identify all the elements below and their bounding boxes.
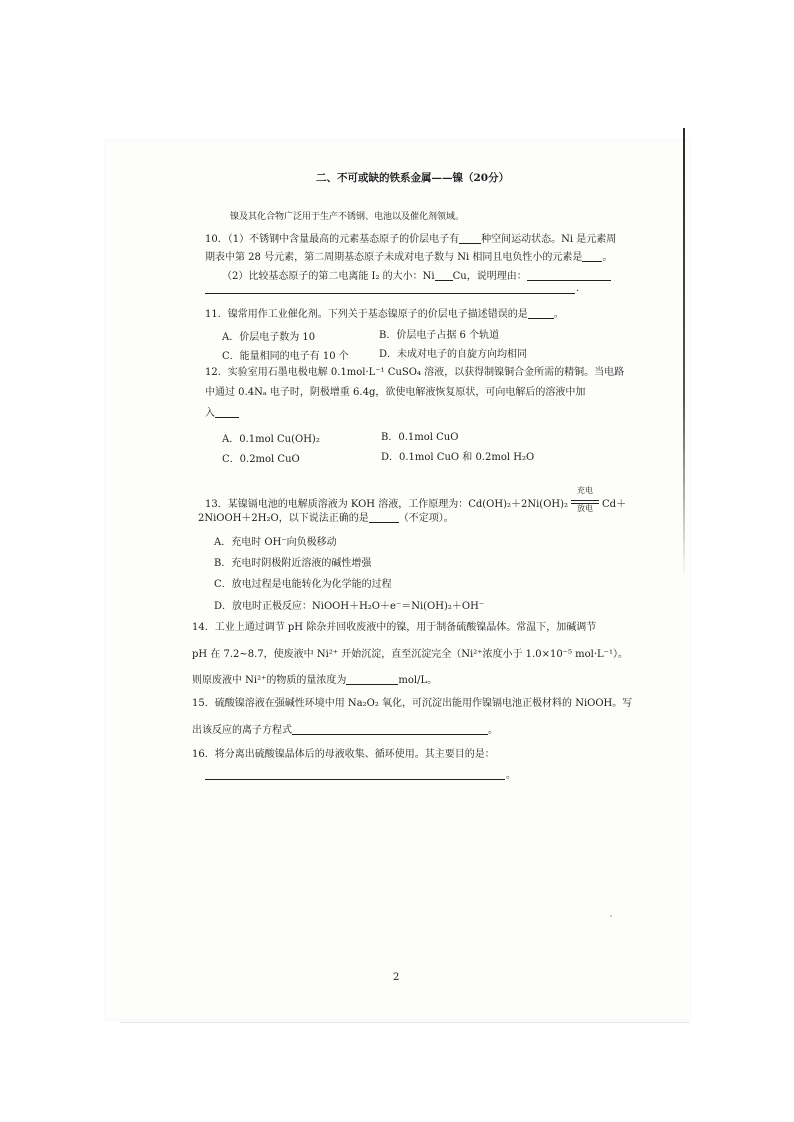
q11-blank[interactable] [528, 308, 554, 319]
q15-line2 [192, 724, 498, 737]
q10-line2 [205, 251, 612, 264]
q15-line2-end: 。 [488, 725, 498, 736]
q10-line1-tail: 种空间运动状态。Ni 是元素周 [481, 234, 617, 245]
q13-blank[interactable] [369, 512, 399, 523]
q14-line3 [192, 674, 437, 687]
q13-line1-tail: Cd＋ [602, 499, 627, 510]
q10-line3-text: （2）比较基态原子的第二电离能 I₂ 的大小：Ni [222, 271, 435, 282]
q14-blank[interactable] [346, 674, 398, 685]
q13-option-d[interactable]: D．放电时正极反应：NiOOH＋H₂O＋e⁻＝Ni(OH)₂＋OH⁻ [214, 601, 485, 612]
q10-blank-1[interactable] [459, 233, 481, 244]
q15-line1: 15．硫酸镍溶液在强碱性环境中用 Na₂O₂ 氧化，可沉淀出能用作镍镉电池正极材料的 NiOOH。写 [192, 698, 633, 709]
q10-answer-line-end: . [576, 283, 580, 294]
q12-line3 [205, 407, 239, 420]
q12-option-a[interactable]: A．0.1mol Cu(OH)₂ [222, 434, 320, 445]
q12-blank[interactable] [215, 407, 239, 418]
q10-line2-text: 期表中第 28 号元素，第二周期基态原子未成对电子数与 Ni 相同且电负性小的元素是 [205, 252, 583, 263]
reversible-arrow-icon [568, 486, 602, 514]
q14-line1: 14．工业上通过调节 pH 除杂并回收废液中的镍，用于制备硫酸镍晶体。常温下，加碱调节 [192, 622, 597, 633]
q10-line3 [222, 270, 611, 283]
q12-option-d[interactable]: D．0.1mol CuO 和 0.2mol H₂O [381, 452, 535, 463]
q16-line-end: 。 [506, 770, 516, 781]
q12-option-c[interactable]: C．0.2mol CuO [222, 454, 300, 465]
q13-option-c[interactable]: C．放电过程是电能转化为化学能的过程 [214, 579, 392, 590]
q11-stem [205, 308, 564, 321]
q12-line2: 中通过 0.4Nₐ 电子时，阴极增重 6.4g，欲使电解液恢复原状，可向电解后的溶液中加 [205, 387, 586, 398]
q10-blank-2[interactable] [582, 251, 602, 262]
q15-line2-text: 出该反应的离子方程式 [192, 725, 292, 736]
q14-line3-tail: mol/L。 [398, 675, 438, 686]
scan-bottom-edge [120, 1022, 690, 1023]
q11-option-b[interactable]: B．价层电子占据 6 个轨道 [379, 330, 500, 341]
q13-line2 [198, 512, 454, 525]
q10-line2-end: 。 [602, 252, 613, 263]
q10-line3-tail: Cu，说明理由： [452, 271, 527, 282]
q13-line1 [205, 486, 627, 514]
q12-line1: 12．实验室用石墨电极电解 0.1mol·L⁻¹ CuSO₄ 溶液，以获得制镍铜合金所需的精铜。当电路 [205, 367, 625, 378]
q15-equation-blank[interactable] [292, 724, 488, 735]
section-intro: 镍及其化合物广泛用于生产不锈钢、电池以及催化剂领域。 [230, 212, 465, 222]
q14-line3-text: 则原废液中 Ni²⁺的物质的量浓度为 [192, 675, 347, 686]
q10-reason-blank[interactable] [527, 270, 611, 281]
q13-line1-text: 13．某镍镉电池的电解质溶液为 KOH 溶液，工作原理为：Cd(OH)₂＋2Ni(OH)₂ [205, 499, 569, 510]
q11-stem-text: 11．镍常用作工业催化剂。下列关于基态镍原子的价层电子描述错误的是 [205, 309, 528, 320]
q11-option-d[interactable]: D．未成对电子的自旋方向均相同 [379, 349, 528, 360]
q12-option-b[interactable]: B．0.1mol CuO [381, 432, 459, 443]
section-title: 二、不可或缺的铁系金属——镍（20分） [316, 172, 510, 184]
q11-option-c[interactable]: C．能量相同的电子有 10 个 [222, 351, 349, 362]
q10-line1-text: 10．（1）不锈钢中含量最高的元素基态原子的价层电子有 [205, 234, 460, 245]
q16-answer-line[interactable] [205, 779, 505, 780]
q13-line2-text: 2NiOOH＋2H₂O，以下说法正确的是 [198, 513, 369, 524]
q11-stem-end: 。 [553, 309, 564, 320]
q16-line1: 16．将分离出硫酸镍晶体后的母液收集、循环使用。其主要目的是： [192, 749, 495, 760]
q11-option-a[interactable]: A．价层电子数为 10 [222, 332, 316, 343]
q10-line1 [205, 233, 616, 246]
arrow-label-discharge: 放电 [577, 504, 594, 513]
q13-option-a[interactable]: A．充电时 OH⁻向负极移动 [214, 537, 337, 548]
q12-line3-text: 入 [205, 408, 215, 419]
q13-option-b[interactable]: B．充电时阴极附近溶液的碱性增强 [214, 558, 372, 569]
page-number: 2 [393, 972, 400, 983]
scan-edge-shadow [683, 128, 685, 578]
scan-speck [610, 915, 612, 917]
q10-blank-3[interactable] [435, 270, 453, 281]
q14-line2: pH 在 7.2~8.7，使废液中 Ni²⁺ 开始沉淀，直至沉淀完全（Ni²⁺浓度小于 1.0×10⁻⁵ mol·L⁻¹）。 [192, 649, 628, 660]
q13-line2-tail: （不定项）。 [398, 513, 454, 524]
q10-answer-line[interactable] [205, 293, 575, 294]
arrow-label-charge: 充电 [577, 486, 594, 495]
